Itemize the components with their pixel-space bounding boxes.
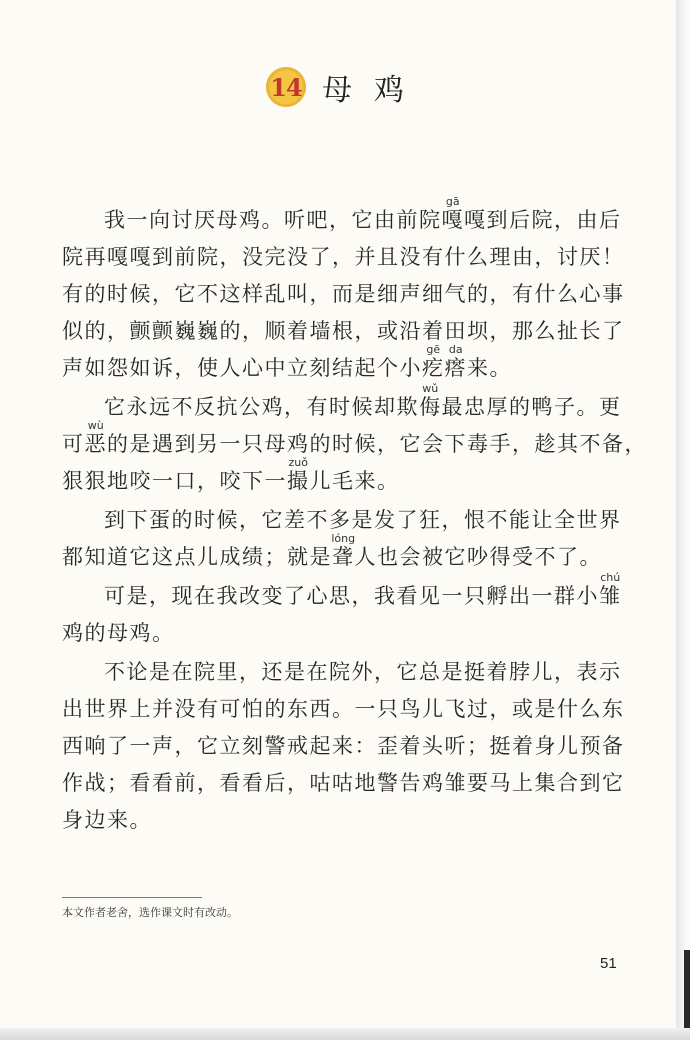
annotated-character bbox=[441, 195, 465, 232]
text-line bbox=[62, 572, 642, 609]
text-line bbox=[62, 533, 642, 570]
text-segment: 身边来。 bbox=[62, 808, 152, 832]
text-segment: 不论是在院里，还是在院外，它总是挺着脖儿，表示 bbox=[104, 660, 622, 684]
text-segment: 来。 bbox=[467, 356, 512, 380]
lesson-number-badge bbox=[266, 67, 306, 107]
text-segment: 狠狠地咬一口，咬下一 bbox=[62, 469, 287, 493]
text-segment: 儿毛来。 bbox=[309, 469, 400, 493]
text-line bbox=[62, 685, 642, 722]
annotated-character bbox=[419, 382, 442, 419]
annotated-character-base: 恶 bbox=[84, 432, 107, 456]
paragraph bbox=[62, 382, 647, 494]
pinyin-annotation: chú bbox=[599, 571, 622, 584]
text-line bbox=[62, 270, 642, 307]
text-segment: 它永远不反抗公鸡，有时候却欺 bbox=[104, 395, 419, 419]
text-line bbox=[62, 344, 642, 381]
pinyin-annotation: da bbox=[444, 343, 467, 356]
text-segment: 声如怨如诉，使人心中立刻结起个小 bbox=[62, 356, 422, 380]
footnote-divider bbox=[62, 897, 202, 898]
annotated-character-base: 撮 bbox=[287, 469, 310, 493]
text-segment: 似的，颤颤巍巍的，顺着墙根，或沿着田坝，那么扯长了 bbox=[62, 319, 625, 343]
pinyin-annotation: gē bbox=[422, 343, 445, 356]
page-edge-bottom bbox=[0, 1028, 690, 1040]
annotated-character-base: 雏 bbox=[599, 584, 622, 608]
text-segment: 可 bbox=[62, 432, 85, 456]
pinyin-annotation: lóng bbox=[331, 532, 356, 545]
annotated-character-base: 聋 bbox=[331, 545, 356, 569]
annotated-character-base: 瘩 bbox=[444, 356, 467, 380]
paragraph bbox=[62, 196, 642, 381]
text-line bbox=[62, 496, 642, 533]
page-edge-right bbox=[676, 0, 690, 1040]
text-segment: 可是，现在我改变了心思，我看见一只孵出一群小 bbox=[104, 584, 599, 608]
page-edge-mark bbox=[684, 950, 690, 1040]
pinyin-annotation: gā bbox=[441, 195, 464, 208]
text-line bbox=[62, 196, 642, 233]
lesson-heading bbox=[266, 66, 426, 108]
text-line bbox=[62, 419, 647, 457]
annotated-character bbox=[599, 571, 622, 608]
annotated-character-base: 嘎 bbox=[441, 208, 464, 232]
text-line bbox=[62, 383, 642, 420]
text-segment: 嘎到后院，由后 bbox=[464, 208, 622, 232]
text-segment: 最忠厚的鸭子。更 bbox=[441, 395, 622, 419]
paragraph bbox=[62, 572, 642, 646]
text-segment: 作战；看看前，看看后，咕咕地警告鸡雏要马上集合到它 bbox=[62, 771, 625, 795]
paragraph bbox=[62, 648, 642, 833]
text-line bbox=[62, 609, 642, 646]
annotated-character bbox=[287, 456, 310, 493]
paragraph bbox=[62, 496, 642, 570]
text-segment: 鸡的母鸡。 bbox=[62, 621, 175, 645]
text-line bbox=[62, 796, 642, 833]
text-segment: 都知道它这点儿成绩；就是 bbox=[62, 545, 332, 569]
lesson-number: 14 bbox=[270, 72, 302, 102]
text-segment: 有的时候，它不这样乱叫，而是细声细气的，有什么心事 bbox=[62, 282, 625, 306]
text-segment: 出世界上并没有可怕的东西。一只鸟儿飞过，或是什么东 bbox=[62, 697, 625, 721]
annotated-character bbox=[422, 343, 445, 380]
annotated-character-base: 侮 bbox=[419, 395, 442, 419]
pinyin-annotation: wù bbox=[84, 419, 107, 432]
text-segment: 人也会被它吵得受不了。 bbox=[354, 545, 602, 569]
paragraph-gap bbox=[62, 833, 642, 835]
text-segment: 到下蛋的时候，它差不多是发了狂，恨不能让全世界 bbox=[104, 508, 622, 532]
text-line bbox=[62, 233, 642, 270]
pinyin-annotation: zuǒ bbox=[287, 456, 310, 469]
text-line bbox=[62, 307, 642, 344]
annotated-character bbox=[84, 419, 108, 456]
text-segment: 的是遇到另一只母鸡的时候，它会下毒手，趁其不备， bbox=[107, 432, 647, 456]
page-number: 51 bbox=[600, 955, 617, 972]
text-segment: 西响了一声，它立刻警戒起来：歪着头听；挺着身儿预备 bbox=[62, 734, 625, 758]
text-line bbox=[62, 759, 642, 796]
pinyin-annotation: wǔ bbox=[419, 382, 442, 395]
annotated-character bbox=[331, 532, 356, 569]
lesson-title: 母鸡 bbox=[322, 73, 426, 108]
text-segment: 我一向讨厌母鸡。听吧，它由前院 bbox=[104, 208, 442, 232]
text-line bbox=[62, 648, 642, 685]
text-line bbox=[62, 722, 642, 759]
text-line bbox=[62, 457, 642, 494]
annotated-character-base: 疙 bbox=[422, 356, 445, 380]
footnote: 本文作者老舍，选作课文时有改动。 bbox=[62, 906, 238, 919]
lesson-body bbox=[62, 195, 647, 835]
annotated-character bbox=[444, 343, 468, 380]
text-segment: 院再嘎嘎到前院，没完没了，并且没有什么理由，讨厌！ bbox=[62, 245, 625, 269]
